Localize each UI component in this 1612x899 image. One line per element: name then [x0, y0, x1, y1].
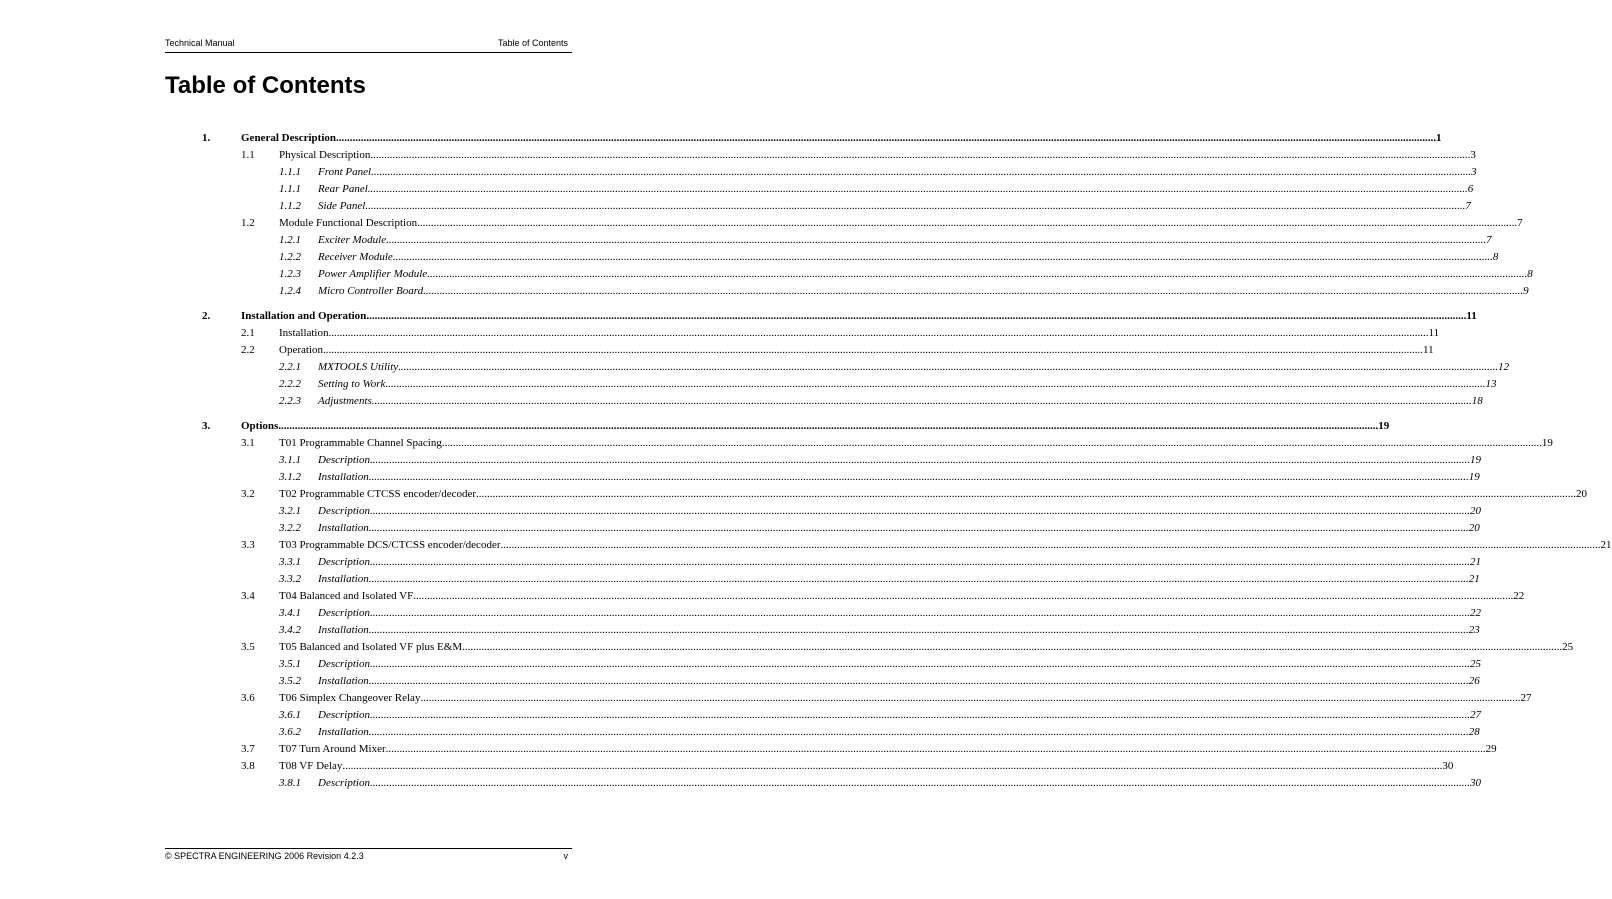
toc-entry-leader-line	[279, 539, 1612, 551]
toc-entry-number: 2.1	[241, 327, 255, 339]
toc-entry-page: 19	[1541, 437, 1553, 449]
toc-entry-title: T06 Simplex Changeover Relay	[279, 692, 421, 704]
toc-list	[0, 132, 1612, 794]
toc-entry-page: 25	[1469, 658, 1481, 670]
toc-entry-title: Description	[318, 658, 370, 670]
toc-dot-leader: ................................................................................................................................................................................................................................................................................................................................................................................................................	[368, 726, 1469, 738]
section-gap	[0, 302, 695, 310]
toc-entry-title: Description	[318, 454, 370, 466]
toc-entry-page: 28	[1468, 726, 1480, 738]
header-left-text: Technical Manual	[165, 38, 235, 48]
toc-entry[interactable]	[0, 692, 1532, 709]
toc-entry[interactable]	[0, 607, 1481, 624]
toc-entry-page: 26	[1468, 675, 1480, 687]
toc-entry-number: 3.1	[241, 437, 255, 449]
toc-entry-page: 27	[1469, 709, 1481, 721]
toc-entry-leader-line	[318, 471, 1480, 483]
toc-dot-leader: ................................................................................................................................................................................................................................................................................................................................................................................................................	[500, 539, 1601, 551]
toc-entry-number: 1.2	[241, 217, 255, 229]
toc-entry-number: 1.1.1	[279, 166, 301, 178]
toc-entry-number: 1.	[202, 132, 211, 144]
toc-entry-leader-line	[279, 760, 1454, 772]
toc-entry-page: 21	[1468, 573, 1480, 585]
toc-entry[interactable]	[0, 760, 1454, 777]
toc-entry-leader-line	[318, 183, 1474, 195]
toc-entry-title: T04 Balanced and Isolated VF	[279, 590, 414, 602]
toc-entry-title: T07 Turn Around Mixer	[279, 743, 386, 755]
toc-entry-title: General Description	[241, 132, 337, 144]
toc-entry-page: 6	[1467, 183, 1474, 195]
toc-dot-leader: ................................................................................................................................................................................................................................................................................................................................................................................................................	[369, 607, 1470, 619]
toc-entry-title: Power Amplifier Module	[318, 268, 428, 280]
header-rule	[165, 52, 572, 53]
toc-entry-number: 1.1.1	[279, 183, 301, 195]
toc-entry[interactable]	[0, 361, 1510, 378]
toc-entry-leader-line	[279, 217, 1523, 229]
toc-entry-title: Description	[318, 556, 370, 568]
toc-dot-leader: ................................................................................................................................................................................................................................................................................................................................................................................................................	[462, 641, 1563, 653]
toc-entry-page: 22	[1513, 590, 1525, 602]
footer-copyright: © SPECTRA ENGINEERING 2006 Revision 4.2.3	[165, 851, 364, 861]
toc-entry-title: Options	[241, 420, 279, 432]
toc-entry[interactable]	[0, 268, 1533, 285]
toc-entry[interactable]	[0, 505, 1481, 522]
toc-entry-leader-line	[279, 590, 1525, 602]
toc-entry-leader-line	[318, 726, 1480, 738]
toc-entry-page: 18	[1471, 395, 1483, 407]
toc-entry-page: 29	[1485, 743, 1497, 755]
toc-entry-title: Installation	[318, 522, 369, 534]
toc-entry[interactable]	[0, 234, 1492, 251]
toc-dot-leader: ................................................................................................................................................................................................................................................................................................................................................................................................................	[413, 590, 1514, 602]
toc-entry-title: Module Functional Description	[279, 217, 418, 229]
toc-entry-leader-line	[318, 709, 1481, 721]
toc-entry[interactable]	[0, 437, 1553, 454]
toc-entry-title: Physical Description	[279, 149, 371, 161]
toc-entry-leader-line	[318, 777, 1481, 789]
toc-entry-page: 19	[1468, 471, 1480, 483]
toc-entry-leader-line	[279, 327, 1440, 339]
toc-entry-page: 30	[1442, 760, 1454, 772]
toc-entry-page: 11	[1428, 327, 1440, 339]
header-right-text: Table of Contents	[497, 38, 568, 48]
toc-entry-page: 9	[1523, 285, 1529, 297]
toc-dot-leader: ................................................................................................................................................................................................................................................................................................................................................................................................................	[423, 285, 1524, 297]
toc-dot-leader: ................................................................................................................................................................................................................................................................................................................................................................................................................	[398, 361, 1499, 373]
toc-dot-leader: ................................................................................................................................................................................................................................................................................................................................................................................................................	[322, 344, 1423, 356]
toc-entry-page: 8	[1527, 268, 1533, 280]
toc-entry-number: 3.1.2	[279, 471, 301, 483]
toc-entry-page: 19	[1469, 454, 1481, 466]
toc-entry[interactable]	[0, 522, 1480, 539]
toc-entry-title: Setting to Work	[318, 378, 386, 390]
toc-dot-leader: ................................................................................................................................................................................................................................................................................................................................................................................................................	[369, 709, 1470, 721]
toc-dot-leader: ................................................................................................................................................................................................................................................................................................................................................................................................................	[420, 692, 1521, 704]
toc-dot-leader: ................................................................................................................................................................................................................................................................................................................................................................................................................	[427, 268, 1528, 280]
toc-entry-leader-line	[318, 285, 1529, 297]
toc-entry-page: 21	[1469, 556, 1481, 568]
toc-entry[interactable]	[0, 658, 1481, 675]
toc-entry-page: 1	[1436, 132, 1442, 144]
toc-dot-leader: ................................................................................................................................................................................................................................................................................................................................................................................................................	[369, 505, 1470, 517]
toc-entry[interactable]	[0, 743, 1497, 760]
toc-entry-number: 3.2.2	[279, 522, 301, 534]
toc-dot-leader: ................................................................................................................................................................................................................................................................................................................................................................................................................	[342, 760, 1443, 772]
toc-entry-leader-line	[279, 641, 1574, 653]
toc-entry-number: 3.5	[241, 641, 255, 653]
toc-entry-title: T08 VF Delay	[279, 760, 343, 772]
toc-entry-title: Adjustments	[318, 395, 372, 407]
toc-entry-page: 19	[1378, 420, 1390, 432]
toc-entry-number: 3.7	[241, 743, 255, 755]
toc-entry-number: 2.	[202, 310, 211, 322]
toc-entry-leader-line	[318, 268, 1533, 280]
toc-entry[interactable]	[0, 420, 1390, 437]
toc-entry-page: 8	[1492, 251, 1499, 263]
toc-entry-number: 3.5.2	[279, 675, 301, 687]
toc-entry-page: 23	[1468, 624, 1480, 636]
toc-dot-leader: ................................................................................................................................................................................................................................................................................................................................................................................................................	[368, 471, 1469, 483]
toc-entry-title: Description	[318, 709, 370, 721]
toc-entry-leader-line	[241, 310, 1477, 322]
toc-entry-title: T03 Programmable DCS/CTCSS encoder/decoder	[279, 539, 501, 551]
section-gap	[0, 412, 695, 420]
toc-entry[interactable]	[0, 251, 1499, 268]
toc-dot-leader: ................................................................................................................................................................................................................................................................................................................................................................................................................	[392, 251, 1493, 263]
toc-entry-leader-line	[279, 437, 1553, 449]
toc-entry[interactable]	[0, 217, 1523, 234]
toc-entry-number: 1.2.2	[279, 251, 301, 263]
toc-entry-number: 3.3.2	[279, 573, 301, 585]
toc-entry[interactable]	[0, 488, 1588, 505]
toc-dot-leader: ................................................................................................................................................................................................................................................................................................................................................................................................................	[368, 573, 1469, 585]
toc-entry-page: 25	[1562, 641, 1574, 653]
toc-dot-leader: ................................................................................................................................................................................................................................................................................................................................................................................................................	[278, 420, 1379, 432]
toc-entry-number: 1.2.3	[279, 268, 301, 280]
toc-entry[interactable]	[0, 200, 1471, 217]
toc-entry-number: 3.2	[241, 488, 255, 500]
toc-entry-title: Description	[318, 607, 370, 619]
toc-entry-leader-line	[318, 395, 1483, 407]
toc-entry-number: 3.4.1	[279, 607, 301, 619]
toc-entry[interactable]	[0, 149, 1476, 166]
toc-entry-title: Operation	[279, 344, 323, 356]
toc-entry-leader-line	[318, 234, 1492, 246]
toc-entry-title: Installation	[318, 624, 369, 636]
toc-entry[interactable]	[0, 395, 1483, 412]
toc-entry-title: Installation	[318, 675, 369, 687]
toc-entry-page: 3	[1471, 166, 1477, 178]
toc-dot-leader: ................................................................................................................................................................................................................................................................................................................................................................................................................	[369, 658, 1470, 670]
toc-entry-number: 3.2.1	[279, 505, 301, 517]
toc-dot-leader: ................................................................................................................................................................................................................................................................................................................................................................................................................	[385, 378, 1486, 390]
footer-page-number: v	[563, 851, 568, 861]
toc-entry-title: Installation	[318, 726, 369, 738]
toc-entry-page: 11	[1422, 344, 1434, 356]
toc-entry-number: 2.2.2	[279, 378, 301, 390]
toc-dot-leader: ................................................................................................................................................................................................................................................................................................................................................................................................................	[371, 395, 1472, 407]
toc-entry-page: 11	[1466, 310, 1477, 322]
toc-entry-leader-line	[318, 675, 1480, 687]
toc-entry[interactable]	[0, 454, 1481, 471]
toc-dot-leader: ................................................................................................................................................................................................................................................................................................................................................................................................................	[368, 675, 1469, 687]
toc-entry-leader-line	[318, 454, 1481, 466]
toc-entry-number: 3.1.1	[279, 454, 301, 466]
toc-entry-page: 27	[1520, 692, 1532, 704]
toc-entry-number: 3.8	[241, 760, 255, 772]
toc-entry-page: 21	[1600, 539, 1612, 551]
toc-entry-title: Receiver Module	[318, 251, 393, 263]
toc-entry-leader-line	[318, 556, 1481, 568]
toc-entry-page: 30	[1469, 777, 1481, 789]
page-title: Table of Contents	[165, 72, 366, 99]
toc-entry-page: 20	[1576, 488, 1588, 500]
toc-entry[interactable]	[0, 183, 1474, 200]
toc-entry[interactable]	[0, 726, 1480, 743]
toc-entry-leader-line	[318, 522, 1480, 534]
toc-entry-page: 12	[1498, 361, 1510, 373]
toc-entry-leader-line	[241, 132, 1442, 144]
toc-entry-number: 3.8.1	[279, 777, 301, 789]
toc-entry-title: Description	[318, 505, 370, 517]
toc-entry-title: Micro Controller Board	[318, 285, 424, 297]
toc-entry[interactable]	[0, 590, 1525, 607]
toc-entry-number: 1.1	[241, 149, 255, 161]
toc-dot-leader: ................................................................................................................................................................................................................................................................................................................................................................................................................	[417, 217, 1518, 229]
toc-dot-leader: ................................................................................................................................................................................................................................................................................................................................................................................................................	[369, 454, 1470, 466]
toc-entry[interactable]	[0, 709, 1481, 726]
toc-entry[interactable]	[0, 378, 1497, 395]
toc-entry-leader-line	[279, 692, 1532, 704]
toc-entry[interactable]	[0, 641, 1574, 658]
toc-entry-leader-line	[318, 361, 1510, 373]
toc-entry-page: 3	[1470, 149, 1476, 161]
toc-entry-number: 3.3.1	[279, 556, 301, 568]
toc-entry-title: T02 Programmable CTCSS encoder/decoder	[279, 488, 477, 500]
toc-entry[interactable]	[0, 344, 1434, 361]
toc-entry-number: 2.2.3	[279, 395, 301, 407]
page-header	[165, 38, 572, 52]
toc-entry-number: 1.1.2	[279, 200, 301, 212]
toc-entry[interactable]	[0, 166, 1477, 183]
toc-entry-number: 3.6	[241, 692, 255, 704]
toc-dot-leader: ................................................................................................................................................................................................................................................................................................................................................................................................................	[366, 310, 1467, 322]
toc-entry-number: 1.2.1	[279, 234, 301, 246]
toc-entry-number: 2.2.1	[279, 361, 301, 373]
toc-entry-title: Installation	[318, 471, 369, 483]
toc-entry-leader-line	[279, 488, 1588, 500]
toc-entry-title: T05 Balanced and Isolated VF plus E&M	[279, 641, 463, 653]
toc-dot-leader: ................................................................................................................................................................................................................................................................................................................................................................................................................	[328, 327, 1429, 339]
toc-entry-number: 3.6.1	[279, 709, 301, 721]
toc-entry-leader-line	[318, 505, 1481, 517]
toc-entry-leader-line	[279, 743, 1497, 755]
toc-entry-title: Front Panel	[318, 166, 372, 178]
toc-dot-leader: ................................................................................................................................................................................................................................................................................................................................................................................................................	[441, 437, 1542, 449]
toc-entry-title: Installation	[318, 573, 369, 585]
toc-entry[interactable]	[0, 327, 1440, 344]
toc-entry-leader-line	[318, 573, 1480, 585]
toc-dot-leader: ................................................................................................................................................................................................................................................................................................................................................................................................................	[385, 743, 1486, 755]
toc-dot-leader: ................................................................................................................................................................................................................................................................................................................................................................................................................	[369, 556, 1470, 568]
toc-dot-leader: ................................................................................................................................................................................................................................................................................................................................................................................................................	[365, 200, 1466, 212]
toc-entry-number: 3.6.2	[279, 726, 301, 738]
toc-entry-leader-line	[318, 200, 1471, 212]
toc-entry[interactable]	[0, 471, 1480, 488]
footer-rule	[165, 848, 572, 849]
toc-dot-leader: ................................................................................................................................................................................................................................................................................................................................................................................................................	[386, 234, 1487, 246]
toc-entry-leader-line	[241, 420, 1390, 432]
toc-entry-number: 3.4	[241, 590, 255, 602]
toc-entry-title: Side Panel	[318, 200, 366, 212]
toc-entry-number: 3.4.2	[279, 624, 301, 636]
toc-entry[interactable]	[0, 556, 1481, 573]
toc-entry-title: Exciter Module	[318, 234, 387, 246]
toc-entry-title: Rear Panel	[318, 183, 368, 195]
toc-dot-leader: ................................................................................................................................................................................................................................................................................................................................................................................................................	[369, 777, 1470, 789]
toc-entry-page: 7	[1517, 217, 1523, 229]
toc-entry-page: 22	[1469, 607, 1481, 619]
toc-entry-leader-line	[318, 607, 1481, 619]
toc-entry-number: 3.3	[241, 539, 255, 551]
toc-entry-page: 7	[1465, 200, 1471, 212]
toc-entry-page: 7	[1486, 234, 1492, 246]
toc-entry-leader-line	[318, 166, 1477, 178]
toc-dot-leader: ................................................................................................................................................................................................................................................................................................................................................................................................................	[476, 488, 1577, 500]
toc-entry-title: Description	[318, 777, 370, 789]
toc-dot-leader: ................................................................................................................................................................................................................................................................................................................................................................................................................	[336, 132, 1437, 144]
toc-entry[interactable]	[0, 624, 1480, 641]
toc-entry-number: 3.	[202, 420, 211, 432]
toc-entry-leader-line	[279, 344, 1434, 356]
toc-entry[interactable]	[0, 539, 1612, 556]
toc-entry-number: 3.5.1	[279, 658, 301, 670]
toc-entry-number: 1.2.4	[279, 285, 301, 297]
toc-entry-leader-line	[279, 149, 1476, 161]
toc-entry[interactable]	[0, 132, 1442, 149]
toc-entry-leader-line	[318, 251, 1499, 263]
toc-entry[interactable]	[0, 285, 1529, 302]
toc-entry-page: 20	[1468, 522, 1480, 534]
toc-entry-page: 20	[1469, 505, 1481, 517]
toc-entry[interactable]	[0, 675, 1480, 692]
toc-entry[interactable]	[0, 777, 1481, 794]
toc-entry[interactable]	[0, 573, 1480, 590]
toc-entry[interactable]	[0, 310, 1477, 327]
toc-dot-leader: ................................................................................................................................................................................................................................................................................................................................................................................................................	[371, 166, 1472, 178]
toc-entry-number: 2.2	[241, 344, 255, 356]
toc-dot-leader: ................................................................................................................................................................................................................................................................................................................................................................................................................	[370, 149, 1471, 161]
toc-dot-leader: ................................................................................................................................................................................................................................................................................................................................................................................................................	[367, 183, 1468, 195]
toc-entry-title: Installation	[279, 327, 329, 339]
toc-entry-leader-line	[318, 624, 1480, 636]
toc-entry-title: Installation and Operation	[241, 310, 367, 322]
toc-entry-title: T01 Programmable Channel Spacing	[279, 437, 442, 449]
toc-entry-leader-line	[318, 378, 1497, 390]
toc-dot-leader: ................................................................................................................................................................................................................................................................................................................................................................................................................	[368, 624, 1469, 636]
toc-entry-title: MXTOOLS Utility	[318, 361, 399, 373]
toc-entry-page: 13	[1485, 378, 1497, 390]
toc-dot-leader: ................................................................................................................................................................................................................................................................................................................................................................................................................	[368, 522, 1469, 534]
toc-entry-leader-line	[318, 658, 1481, 670]
